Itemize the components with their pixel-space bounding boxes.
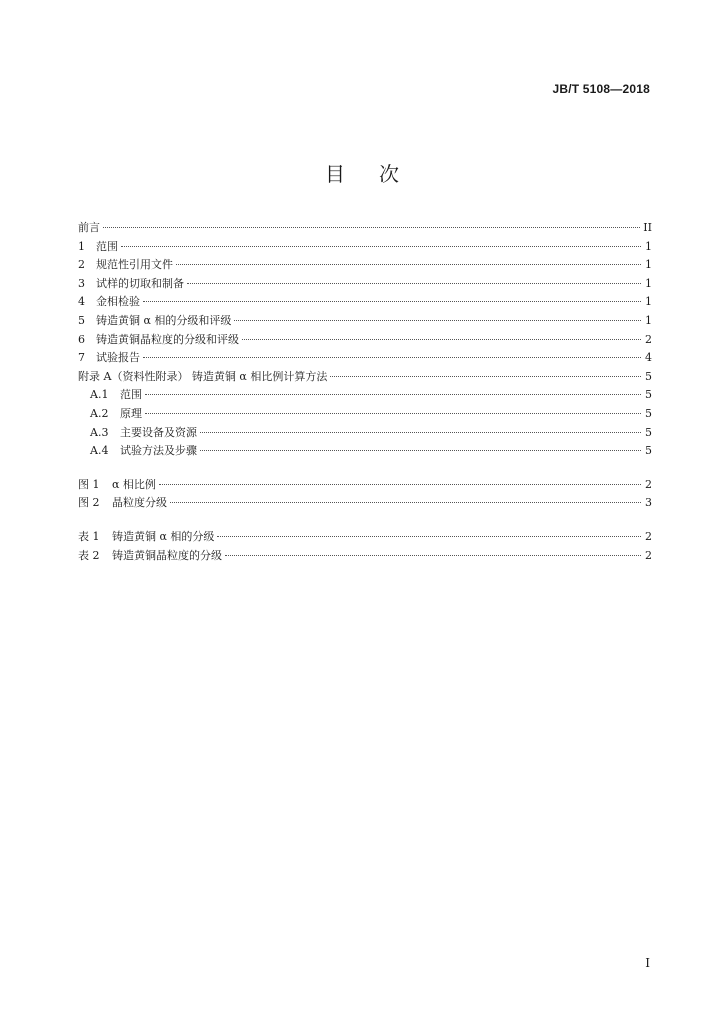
toc-entry-annex[interactable] [78, 368, 652, 387]
dot-leader [200, 431, 641, 433]
toc-entry-number: 5 [78, 313, 85, 327]
toc-entry-label: 主要设备及资源 [120, 425, 197, 439]
toc-entry-chapter[interactable] [78, 293, 652, 312]
toc-entry-annex-section[interactable] [78, 424, 652, 443]
toc-entry-chapter[interactable] [78, 312, 652, 331]
toc-entry-chapter[interactable] [78, 331, 652, 350]
toc-entry-label: 前言 [78, 221, 100, 234]
toc-entry-page: 5 [645, 406, 652, 420]
toc-entry-label: 铸造黄铜 α 相的分级和评级 [96, 313, 232, 327]
dot-leader [103, 226, 640, 228]
dot-leader [225, 554, 641, 556]
toc-entry-chapter[interactable] [78, 349, 652, 368]
toc-entry-label: 原理 [120, 406, 142, 420]
toc-entry-page: 5 [645, 388, 652, 402]
standard-code: JB/T 5108—2018 [552, 82, 650, 96]
toc-entry-page: 1 [645, 276, 652, 290]
toc-entry-number: 4 [78, 295, 85, 309]
toc-entry-number: A.2 [90, 406, 109, 420]
toc-entry-label: 铸造黄铜 α 相的分级 [112, 529, 215, 543]
dot-leader [217, 535, 641, 537]
toc-entry-figure[interactable] [78, 476, 652, 495]
toc-entry-page: 4 [645, 351, 652, 365]
dot-leader [242, 338, 641, 340]
dot-leader [187, 282, 641, 284]
dot-leader [145, 393, 641, 395]
toc-entry-number: 表 2 [78, 548, 100, 562]
toc-entry-label: 附录 A（资料性附录） 铸造黄铜 α 相比例计算方法 [78, 369, 328, 383]
toc-entry-number: 图 2 [78, 496, 100, 510]
section-gap [78, 513, 652, 528]
dot-leader [234, 319, 641, 321]
table-of-contents [78, 219, 652, 565]
toc-entry-label: 晶粒度分级 [112, 496, 167, 510]
toc-entry-page: 1 [645, 295, 652, 309]
dot-leader [200, 449, 641, 451]
toc-entry-label: 试验报告 [96, 351, 140, 365]
toc-entry-page: 2 [645, 548, 652, 562]
toc-entry-chapter[interactable] [78, 238, 652, 257]
toc-entry-number: 图 1 [78, 477, 100, 491]
toc-entry-number: A.3 [90, 425, 109, 439]
toc-entry-label: 规范性引用文件 [96, 258, 173, 272]
toc-entry-number: 6 [78, 332, 85, 346]
toc-entry-label: 范围 [120, 388, 142, 402]
toc-entry-foreword[interactable] [78, 219, 652, 238]
toc-entry-number: 表 1 [78, 529, 100, 543]
toc-entry-chapter[interactable] [78, 256, 652, 275]
toc-entry-page: 1 [645, 258, 652, 272]
toc-entry-page: 1 [645, 239, 652, 253]
page-title: 目次 [325, 162, 433, 186]
toc-entry-number: 7 [78, 351, 85, 365]
toc-entry-number: A.4 [90, 444, 109, 458]
toc-entry-figure[interactable] [78, 494, 652, 513]
toc-entry-number: A.1 [90, 388, 109, 402]
toc-entry-page: 1 [645, 313, 652, 327]
page-number: I [645, 956, 650, 970]
dot-leader [170, 501, 641, 503]
toc-entry-table[interactable] [78, 547, 652, 566]
toc-entry-page: II [643, 221, 652, 234]
toc-entry-page: 2 [645, 477, 652, 491]
dot-leader [121, 245, 641, 247]
toc-entry-label: 金相检验 [96, 295, 140, 309]
section-gap [78, 461, 652, 476]
dot-leader [145, 412, 641, 414]
toc-entry-page: 2 [645, 332, 652, 346]
toc-entry-number: 3 [78, 276, 85, 290]
toc-entry-page: 5 [645, 425, 652, 439]
dot-leader [143, 356, 641, 358]
toc-entry-label: 铸造黄铜晶粒度的分级 [112, 548, 222, 562]
toc-entry-number: 2 [78, 258, 85, 272]
toc-entry-page: 5 [645, 444, 652, 458]
toc-entry-label: 试验方法及步骤 [120, 444, 197, 458]
toc-entry-page: 3 [645, 496, 652, 510]
toc-entry-table[interactable] [78, 528, 652, 547]
toc-entry-chapter[interactable] [78, 275, 652, 294]
toc-entry-annex-section[interactable] [78, 405, 652, 424]
toc-entry-annex-section[interactable] [78, 442, 652, 461]
dot-leader [330, 375, 641, 377]
toc-entry-annex-section[interactable] [78, 386, 652, 405]
dot-leader [143, 300, 641, 302]
toc-entry-label: α 相比例 [112, 477, 156, 491]
toc-entry-page: 5 [645, 369, 652, 383]
toc-entry-number: 1 [78, 239, 85, 253]
toc-entry-label: 试样的切取和制备 [96, 276, 184, 290]
dot-leader [159, 483, 641, 485]
dot-leader [176, 263, 641, 265]
toc-entry-page: 2 [645, 529, 652, 543]
toc-entry-label: 范围 [96, 239, 118, 253]
toc-entry-label: 铸造黄铜晶粒度的分级和评级 [96, 332, 239, 346]
